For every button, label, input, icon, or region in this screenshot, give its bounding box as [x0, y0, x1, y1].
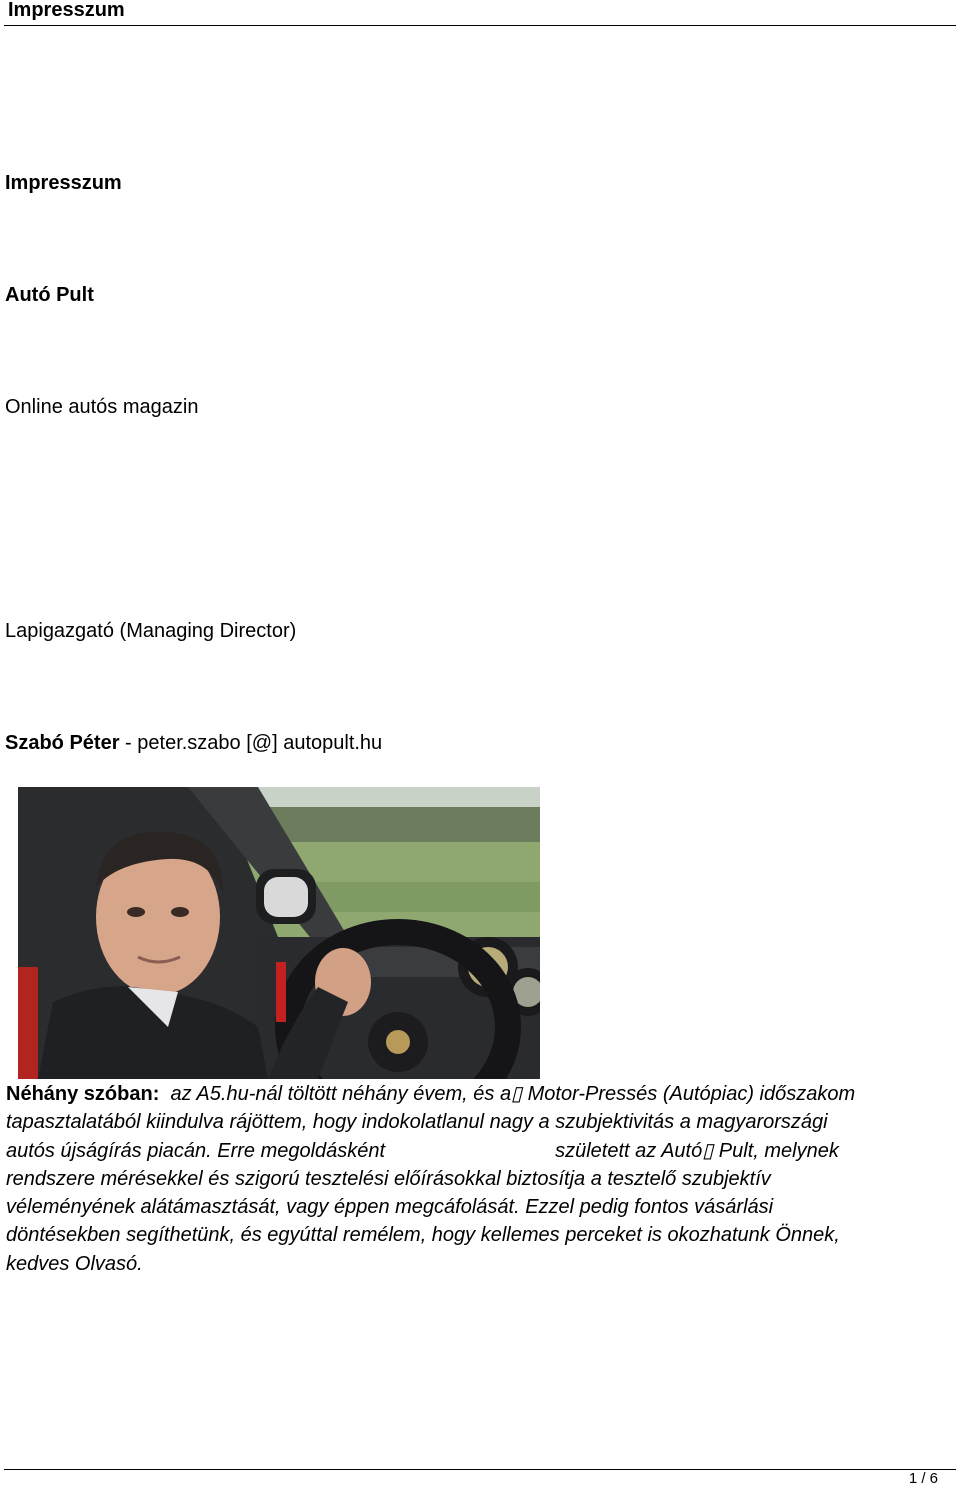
intro-paragraph	[6, 1080, 950, 1278]
contact-separator: -	[119, 732, 138, 754]
intro-line-6: döntésekben segíthetünk, és egyúttal remélem, hogy kellemes perceket is okozhatunk Önnek,	[6, 1224, 840, 1247]
intro-text-3b: született az Autó▯ Pult, melynek	[555, 1139, 839, 1162]
site-name: Autó Pult	[5, 284, 94, 306]
person-email: peter.szabo [@] autopult.hu	[137, 732, 383, 754]
header-divider	[4, 25, 956, 26]
author-photo	[18, 787, 540, 1079]
person-name: Szabó Péter	[5, 732, 120, 754]
site-tagline: Online autós magazin	[5, 396, 199, 418]
intro-line-3	[6, 1137, 950, 1165]
intro-line-2: tapasztalatából kiindulva rájöttem, hogy indokolatlanul nagy a szubjektivitás a magyarországi	[6, 1111, 828, 1134]
intro-lead: Néhány szóban:	[6, 1083, 160, 1105]
intro-line-7: kedves Olvasó.	[6, 1252, 143, 1275]
person-contact	[5, 731, 382, 755]
header-title: Impresszum	[8, 0, 125, 21]
intro-text-3a: autós újságírás piacán. Erre megoldásként	[6, 1139, 386, 1162]
intro-line-1	[6, 1080, 950, 1108]
page-heading: Impresszum	[5, 172, 122, 194]
intro-line-4: rendszere mérésekkel és szigorú tesztelési előírásokkal biztosítja a tesztelő szubjektív	[6, 1167, 771, 1190]
intro-text-1: az A5.hu-nál töltött néhány évem, és a▯ Motor-Pressés (Autópiac) időszakom	[170, 1083, 856, 1105]
role-title: Lapigazgató (Managing Director)	[5, 620, 297, 642]
footer-divider	[4, 1469, 956, 1470]
page-number: 1 / 6	[908, 1470, 938, 1487]
intro-line-5: véleményének alátámasztását, vagy éppen megcáfolását. Ezzel pedig fontos vásárlási	[6, 1196, 774, 1219]
